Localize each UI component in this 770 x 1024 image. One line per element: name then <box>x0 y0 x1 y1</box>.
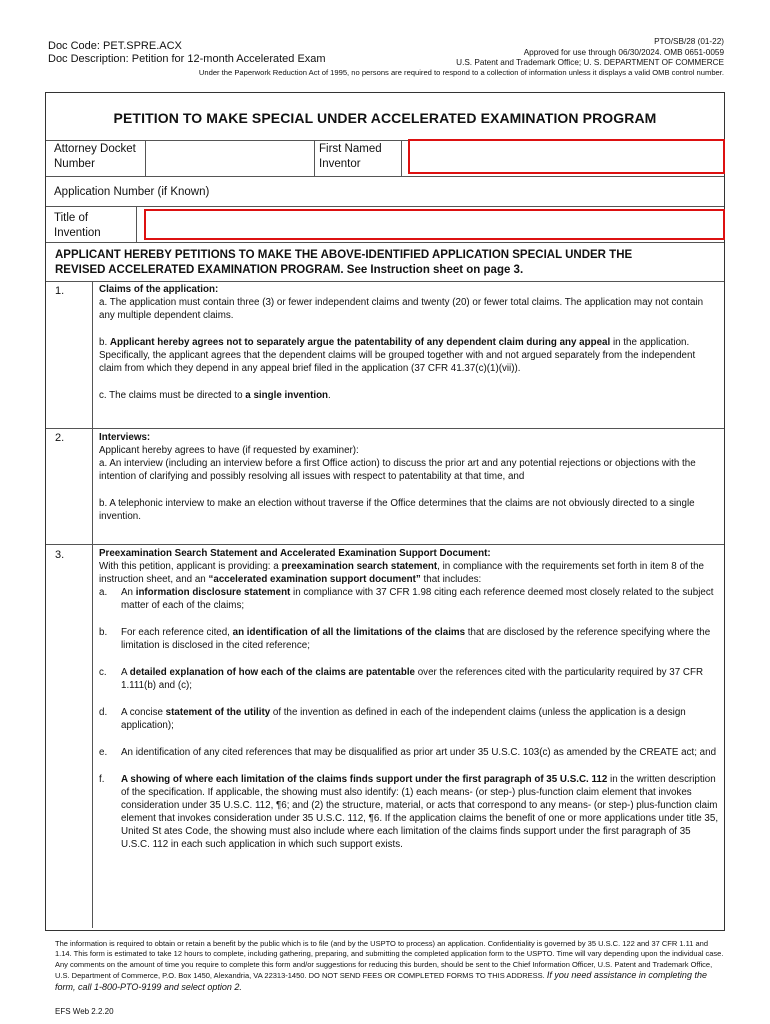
section-3-item-e: e. An identification of any cited references that may be disqualified as prior art under 35 U.S.C. 103(c) as amended by the CREATE act; and <box>99 747 717 758</box>
divider <box>46 281 724 282</box>
divider <box>46 176 724 177</box>
first-named-inventor-label: First Named Inventor <box>319 143 382 170</box>
burden-notice: The information is required to obtain or retain a benefit by the public which is to file (and by the USPTO to process) an application. Confidentiality is governed by 35 U.S.C. 122 and 37 CFR 1.11 and 1.14. This form is estimated to take 12 hours to complete, including gathering, preparing, and submitting the completed application form to the USPTO. Time will vary depending upon the individual case. Any comments on the amount of time you require to complete this form and/or suggestions for reducing this burden, should be sent to the Chief Information Officer, U.S. Patent and Trademark Office, U.S. Department of Commerce, P.O. Box 1450, Alexandria, VA 22313-1450. DO NOT SEND FEES OR COMPLETED FORMS TO THIS ADDRESS. <box>55 939 724 981</box>
title-of-invention-label: Title of Invention <box>54 212 101 239</box>
petition-statement: APPLICANT HEREBY PETITIONS TO MAKE THE ABOVE-IDENTIFIED APPLICATION SPECIAL UNDER THE REVISED ACCELERATED EXAMINATION PROGRAM. See Instruction sheet on page 3. <box>55 249 633 276</box>
burden-statement <box>55 939 725 993</box>
divider <box>314 140 315 176</box>
efs-version: EFS Web 2.2.20 <box>55 1007 114 1016</box>
section-1-number: 1. <box>55 285 65 297</box>
doc-description: Doc Description: Petition for 12-month Accelerated Exam <box>48 53 326 65</box>
divider <box>46 544 724 545</box>
agency-name: U.S. Patent and Trademark Office; U. S. DEPARTMENT OF COMMERCE <box>456 58 724 67</box>
section-3-item-b: b. For each reference cited, an identification of all the limitations of the claims that are disclosed by the reference specifying where the limitation is disclosed in the cited reference; <box>99 627 711 651</box>
section-3-heading: Preexamination Search Statement and Accelerated Examination Support Document: <box>99 548 491 559</box>
column-divider <box>92 281 93 928</box>
section-3-item-f: f. A showing of where each limitation of the claims finds support under the first paragraph of 35 U.S.C. 112 in the written description of the specification. If applicable, the showing must also identify: (1) each means- (or step-) plus-function claim element that invokes consideration under 35 U.S.C. 112, ¶6; and (2) the structure, material, or acts that correspond to any means- (or step-) plus-function claim element that invokes consideration under 35 U.S.C. 112, ¶6. If the application claims the benefit of one or more applications under title 35, United St ates Code, the showing must also include where each limitation of the claims finds support under the first paragraph of 35 U.S.C. 112 in each such application in which such support exists. <box>99 774 719 850</box>
divider <box>46 242 724 243</box>
form-identification <box>456 37 724 69</box>
section-2-item-a: a. An interview (including an interview before a first Office action) to discuss the prior art and any potential rejections or objections with the intention of clarifying and possibly resolving all issues with respect to patentability at that time, and <box>99 458 696 482</box>
section-3-item-d: d. A concise statement of the utility of the invention as defined in each of the independent claims (unless the application is a design application); <box>99 707 686 731</box>
section-2-intro: Applicant hereby agrees to have (if requested by examiner): <box>99 445 359 456</box>
section-1-item-a: a. The application must contain three (3) or fewer independent claims and twenty (20) or fewer total claims. The application may not contain any multiple dependent claims. <box>99 297 704 321</box>
petition-form <box>45 92 725 931</box>
section-2-interviews <box>99 431 719 523</box>
section-3-item-a: a. An information disclosure statement in compliance with 37 CFR 1.98 citing each reference deemed most closely related to the subject matter of each of the claims; <box>99 587 714 611</box>
divider <box>136 206 137 242</box>
divider <box>46 428 724 429</box>
document-header <box>0 0 770 90</box>
application-number-label: Application Number (if Known) <box>54 186 210 198</box>
section-3-number: 3. <box>55 549 65 561</box>
attorney-docket-label: Attorney Docket Number <box>54 143 136 170</box>
paperwork-notice: Under the Paperwork Reduction Act of 1995, no persons are required to respond to a collection of information unless it displays a valid OMB control number. <box>198 68 724 77</box>
divider <box>401 140 402 176</box>
divider <box>145 140 146 176</box>
section-2-number: 2. <box>55 432 65 444</box>
doc-code: Doc Code: PET.SPRE.ACX <box>48 40 182 52</box>
title-of-invention-field[interactable] <box>144 209 725 240</box>
section-1-item-c: c. The claims must be directed to a single invention. <box>99 390 331 401</box>
form-title: PETITION TO MAKE SPECIAL UNDER ACCELERATED EXAMINATION PROGRAM <box>113 110 657 126</box>
form-id: PTO/SB/28 (01-22) <box>654 37 724 46</box>
section-2-heading: Interviews: <box>99 432 151 443</box>
section-3-item-c: c. A detailed explanation of how each of the claims are patentable over the references cited with the particularity required by 37 CFR 1.111(b) and (c); <box>99 667 704 691</box>
section-3-search-statement <box>99 547 719 851</box>
divider <box>46 206 724 207</box>
section-1-heading: Claims of the application: <box>99 284 219 295</box>
assistance-note: If you need assistance in completing the form, call 1-800-PTO-9199 and select option 2. <box>55 970 707 992</box>
section-1-claims <box>99 283 719 402</box>
omb-approval: Approved for use through 06/30/2024. OMB 0651-0059 <box>523 47 724 57</box>
section-2-item-b: b. A telephonic interview to make an election without traverse if the Office determines that the claims are not obviously directed to a single invention. <box>99 498 695 522</box>
first-named-inventor-field[interactable] <box>408 139 725 174</box>
section-1-item-b: b. Applicant hereby agrees not to separately argue the patentability of any dependent claim during any appeal in the application. Specifically, the applicant agrees that the dependent claims will be grouped together with and not argued separately from the independent claim from which they depend in any appeal brief filed in the application (37 CFR 41.37(c)(1)(vii)). <box>99 337 696 374</box>
section-3-intro: With this petition, applicant is providing: a preexamination search statement, in compliance with the requirements set forth in item 8 of the instruction sheet, and an “accelerated examination support document” that includes: <box>99 561 704 585</box>
